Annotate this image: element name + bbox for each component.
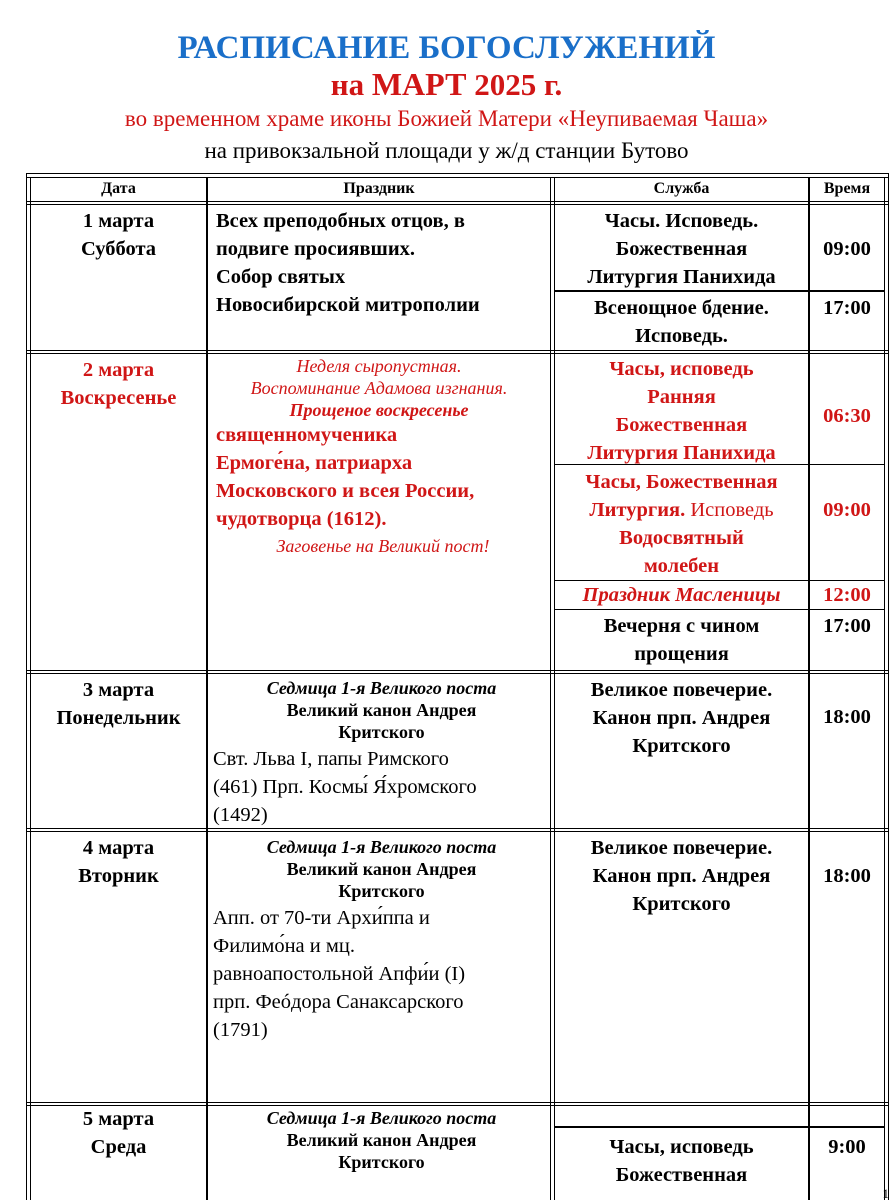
feast-line: Воспоминание Адамова изгнания. bbox=[250, 378, 508, 398]
feast-line: священномученика bbox=[216, 424, 398, 446]
feast-line: Московского и всея России, bbox=[216, 480, 475, 502]
column-header-service: Служба bbox=[653, 180, 710, 197]
week-label: Седмица 1-я Великого поста bbox=[266, 837, 497, 857]
day-5-time: 9:00 bbox=[828, 1136, 866, 1158]
feast-line: Всех преподобных отцов, в bbox=[216, 210, 465, 232]
day-4-feast bbox=[213, 836, 550, 1044]
service-line: Исповедь. bbox=[635, 325, 728, 347]
service-line: Исповедь bbox=[690, 499, 774, 521]
feast-line: Неделя сыропустная. bbox=[296, 356, 462, 376]
saints-line: (1492) bbox=[213, 804, 268, 826]
service-line: Божественная bbox=[615, 414, 748, 436]
saints-line: Свт. Льва I, папы Римского bbox=[213, 748, 449, 770]
day-5-service bbox=[555, 1133, 808, 1189]
day-5-date bbox=[31, 1105, 206, 1161]
service-line: Литургия Панихида bbox=[587, 266, 776, 288]
service-line: Канон прп. Андрея bbox=[592, 865, 771, 887]
day-1-date bbox=[31, 207, 206, 263]
day-2-service-3: Праздник Масленицы bbox=[582, 584, 781, 606]
service-line: Великое повечерие. bbox=[590, 837, 773, 859]
feast-line: Собор святых bbox=[216, 266, 346, 288]
day-2-time-3: 12:00 bbox=[823, 584, 871, 606]
column-header-date: Дата bbox=[101, 180, 136, 197]
month-heading bbox=[0, 66, 893, 103]
column-header-feast: Праздник bbox=[343, 180, 415, 197]
saints-line: (1791) bbox=[213, 1019, 268, 1041]
canon-line: Критского bbox=[338, 881, 425, 901]
service-line: Литургия Панихида bbox=[587, 442, 776, 464]
feast-line: подвиге просиявших. bbox=[216, 238, 416, 260]
page-number: 1 bbox=[882, 1186, 889, 1201]
canon-line: Великий канон Андрея bbox=[286, 859, 477, 879]
day-2-date bbox=[31, 356, 206, 412]
church-location: на привокзальной площади у ж/д станции Бутово bbox=[204, 138, 689, 163]
saints-line: прп. Феóдора Санаксарского bbox=[213, 991, 464, 1013]
day-2-time-1: 06:30 bbox=[823, 405, 871, 427]
weekday-label: Воскресенье bbox=[60, 387, 177, 409]
service-line: молебен bbox=[643, 555, 720, 577]
saints-line: Апп. от 70-ти Архи́ппа и bbox=[213, 907, 430, 929]
service-line: прощения bbox=[634, 643, 729, 665]
saints-line: (461) Прп. Космы́ Я́хромского bbox=[213, 776, 477, 798]
date-label: 3 марта bbox=[82, 679, 155, 701]
canon-line: Великий канон Андрея bbox=[286, 1130, 477, 1150]
day-3-service bbox=[555, 676, 808, 760]
weekday-label: Суббота bbox=[80, 238, 157, 260]
day-2-service-1 bbox=[555, 355, 808, 467]
page-title: РАСПИСАНИЕ БОГОСЛУЖЕНИЙ bbox=[177, 30, 716, 66]
weekday-label: Понедельник bbox=[56, 707, 181, 729]
month-name: МАРТ bbox=[371, 66, 467, 102]
day-2-time-4: 17:00 bbox=[823, 615, 871, 637]
service-line: Часы, Божественная bbox=[585, 471, 778, 493]
day-1-time-1: 09:00 bbox=[823, 238, 871, 260]
day-5-feast bbox=[213, 1107, 550, 1173]
day-3-feast bbox=[213, 677, 550, 829]
service-line: Божественная bbox=[615, 1164, 748, 1186]
feast-line: чудотворца (1612). bbox=[216, 508, 387, 530]
canon-line: Критского bbox=[338, 722, 425, 742]
day-2-feast bbox=[216, 355, 550, 557]
feast-line: Новосибирской митрополии bbox=[216, 294, 480, 316]
service-line: Часы, исповедь bbox=[609, 1136, 754, 1158]
day-3-date bbox=[31, 676, 206, 732]
service-line: Всенощное бдение. bbox=[594, 297, 769, 319]
service-line: Вечерня с чином bbox=[603, 615, 760, 637]
day-4-date bbox=[31, 834, 206, 890]
day-1-service-1 bbox=[555, 207, 808, 291]
service-line: Водосвятный bbox=[619, 527, 744, 549]
service-line: Ранняя bbox=[647, 386, 716, 408]
service-line: Часы, исповедь bbox=[609, 358, 754, 380]
day-1-feast bbox=[216, 207, 550, 319]
date-label: 4 марта bbox=[82, 837, 155, 859]
day-3-time: 18:00 bbox=[823, 706, 871, 728]
service-line: Часы. Исповедь. bbox=[604, 210, 759, 232]
weekday-label: Вторник bbox=[78, 865, 159, 887]
date-label: 5 марта bbox=[82, 1108, 155, 1130]
feast-line: Прощеное воскресенье bbox=[289, 400, 469, 420]
feast-note: Заговенье на Великий пост! bbox=[276, 536, 490, 556]
service-line: Божественная bbox=[615, 238, 748, 260]
service-line: Критского bbox=[632, 735, 731, 757]
canon-line: Критского bbox=[338, 1152, 425, 1172]
date-label: 1 марта bbox=[82, 210, 155, 232]
day-4-service bbox=[555, 834, 808, 918]
saints-line: Филимо́на и мц. bbox=[213, 935, 355, 957]
date-label: 2 марта bbox=[82, 359, 155, 381]
day-2-service-2 bbox=[555, 468, 808, 580]
column-header-time: Время bbox=[823, 180, 871, 197]
feast-line: Ермоге́на, патриарха bbox=[216, 452, 413, 474]
church-name: во временном храме иконы Божией Матери «Неупиваемая Чаша» bbox=[124, 106, 769, 131]
day-1-time-2: 17:00 bbox=[823, 297, 871, 319]
weekday-label: Среда bbox=[90, 1136, 147, 1158]
service-line: Критского bbox=[632, 893, 731, 915]
day-4-time: 18:00 bbox=[823, 865, 871, 887]
service-line: Канон прп. Андрея bbox=[592, 707, 771, 729]
day-1-service-2 bbox=[555, 294, 808, 350]
canon-line: Великий канон Андрея bbox=[286, 700, 477, 720]
month-year: 2025 г. bbox=[474, 67, 563, 102]
service-line: Литургия. bbox=[589, 499, 686, 521]
service-line: Великое повечерие. bbox=[590, 679, 773, 701]
day-2-service-4 bbox=[555, 612, 808, 668]
saints-line: равноапостольной Апфи́и (I) bbox=[213, 963, 466, 985]
week-label: Седмица 1-я Великого поста bbox=[266, 678, 497, 698]
week-label: Седмица 1-я Великого поста bbox=[266, 1108, 497, 1128]
month-prefix: на bbox=[330, 67, 365, 102]
day-2-time-2: 09:00 bbox=[823, 499, 871, 521]
